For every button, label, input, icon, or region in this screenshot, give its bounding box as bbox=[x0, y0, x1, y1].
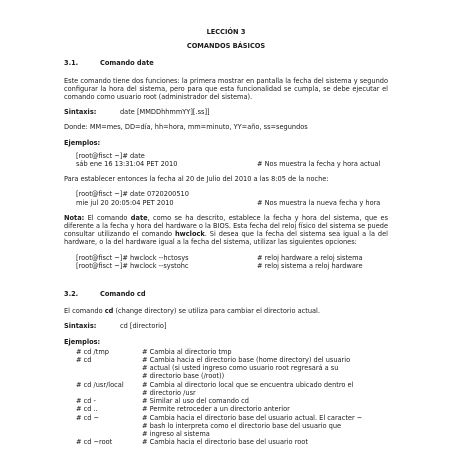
command-output: mie jul 20 20:05:04 PET 2010 bbox=[76, 198, 174, 207]
cd-intro-b: (change directory) se utiliza para cambiar el directorio actual. bbox=[113, 307, 320, 316]
section-title: Comando cd bbox=[100, 290, 146, 299]
list-item bbox=[64, 356, 388, 364]
list-item bbox=[64, 405, 388, 413]
hwclock-examples bbox=[64, 254, 388, 270]
date-set-text: Para establecer entonces la fecha al 20 de Julio del 2010 a las 8:05 de la noche: bbox=[64, 175, 329, 184]
syntax-value: date [MMDDhhmmYY][.ss]] bbox=[120, 108, 210, 117]
cd-command: # cd /tmp bbox=[76, 347, 109, 356]
cd-intro-a: El comando bbox=[64, 307, 105, 316]
note-hwclock-keyword: hwclock bbox=[174, 230, 205, 239]
list-item bbox=[64, 422, 388, 430]
command-output: sáb ene 16 13:31:04 PET 2010 bbox=[76, 160, 178, 169]
syntax-label: Sintaxis: bbox=[64, 322, 97, 331]
section-number: 3.1. bbox=[64, 59, 79, 68]
cd-description: # Permite retroceder a un directorio anterior bbox=[142, 405, 290, 414]
cd-intro-paragraph bbox=[64, 307, 388, 315]
list-item bbox=[64, 389, 388, 397]
list-item bbox=[64, 397, 388, 405]
command-comment: # Nos muestra la nueva fecha y hora bbox=[257, 198, 381, 207]
list-item bbox=[64, 372, 388, 380]
date-example-1 bbox=[64, 152, 388, 168]
syntax-label: Sintaxis: bbox=[64, 108, 97, 117]
section-heading-date bbox=[64, 59, 388, 67]
list-item bbox=[64, 414, 388, 422]
cd-syntax bbox=[64, 322, 388, 330]
cd-description: # Cambia hacia el directorio base (home directory) del usuario bbox=[142, 356, 351, 365]
cd-keyword: cd bbox=[104, 307, 114, 316]
list-item bbox=[64, 364, 388, 372]
cd-examples-label: Ejemplos: bbox=[64, 337, 101, 346]
cd-description: # ingreso al sistema bbox=[142, 429, 210, 438]
cd-command bbox=[64, 372, 142, 380]
command-comment: # reloj sistema a reloj hardware bbox=[257, 261, 363, 270]
syntax-value: cd [directorio] bbox=[120, 322, 167, 331]
cd-command: # cd bbox=[76, 356, 92, 365]
note-text-b: , como se ha descrito, establece la fecha y hora del sistema, que es diferente a la fecha y hora del hardware o la BIOS. Esta fecha del reloj físico del sistema se puede consultar utilizando el comando bbox=[64, 213, 389, 239]
command-comment: # Nos muestra la fecha y hora actual bbox=[257, 160, 381, 169]
cd-command bbox=[64, 430, 142, 438]
cd-description: # Similar al uso del comando cd bbox=[142, 397, 249, 406]
note-label: Nota: bbox=[64, 213, 85, 222]
note-text-a: El comando bbox=[84, 213, 131, 222]
lesson-subtitle: COMANDOS BÁSICOS bbox=[186, 42, 266, 51]
cd-command bbox=[64, 422, 142, 430]
list-item bbox=[64, 348, 388, 356]
date-example-2 bbox=[64, 190, 388, 206]
cd-command: # cd ~root bbox=[76, 438, 113, 447]
section-heading-cd bbox=[64, 290, 388, 298]
command-comment: # reloj hardware a reloj sistema bbox=[257, 253, 363, 262]
section-number: 3.2. bbox=[64, 290, 79, 299]
cd-description: # bash lo interpreta como el directorio base del usuario que bbox=[142, 421, 342, 430]
command-line: [root@fisct ~]# hwclock --systohc bbox=[76, 261, 189, 270]
cd-description: # Cambia hacia el directorio base del usuario root bbox=[142, 438, 308, 447]
cd-command bbox=[64, 364, 142, 372]
cd-description: # Cambia al directorio local que se encuentra ubicado dentro el bbox=[142, 380, 354, 389]
date-intro-paragraph: Este comando tiene dos funciones: la primera mostrar en pantalla la fecha del sistema y segundo configurar la hora del sistema, pero para que esta funcionalidad se cumpla, se debe ejecutar el comando como usuario root (administrador del sistema). bbox=[64, 76, 388, 102]
cd-command: # cd - bbox=[76, 397, 96, 406]
cd-description: # Cambia al directorio tmp bbox=[142, 347, 232, 356]
date-note-paragraph bbox=[64, 214, 388, 247]
command-line: [root@fisct ~]# date bbox=[76, 151, 145, 160]
date-donde-text: Donde: MM=mes, DD=día, hh=hora, mm=minuto, YY=año, ss=segundos bbox=[64, 123, 308, 132]
cd-command: # cd ~ bbox=[76, 413, 100, 422]
list-item bbox=[64, 381, 388, 389]
cd-examples-list bbox=[64, 348, 388, 446]
command-line: [root@fisct ~]# date 0720200510 bbox=[76, 190, 189, 199]
cd-command: # cd .. bbox=[76, 405, 98, 414]
cd-command bbox=[64, 389, 142, 397]
cd-description: # actual (si usted ingreso como usuario root regresará a su bbox=[142, 364, 339, 373]
date-examples-label: Ejemplos: bbox=[64, 138, 101, 147]
cd-description: # directorio /usr bbox=[142, 388, 196, 397]
note-date-keyword: date bbox=[130, 213, 148, 222]
list-item bbox=[64, 438, 388, 446]
list-item bbox=[64, 430, 388, 438]
section-title: Comando date bbox=[100, 59, 154, 68]
date-syntax bbox=[64, 108, 388, 116]
cd-command: # cd /usr/local bbox=[76, 380, 124, 389]
command-line: [root@fisct ~]# hwclock --hctosys bbox=[76, 253, 189, 262]
note-text-c: . Si desea que la fecha del sistema sea igual a la del hardware, o la del hardware igual a la fecha del sistema, utilizar las siguientes opciones: bbox=[64, 230, 389, 247]
cd-description: # directorio base (/root)) bbox=[142, 372, 225, 381]
cd-description: # Cambia hacia el directorio base del usuario actual. El caracter ~ bbox=[142, 413, 363, 422]
lesson-title: LECCIÓN 3 bbox=[206, 28, 246, 36]
